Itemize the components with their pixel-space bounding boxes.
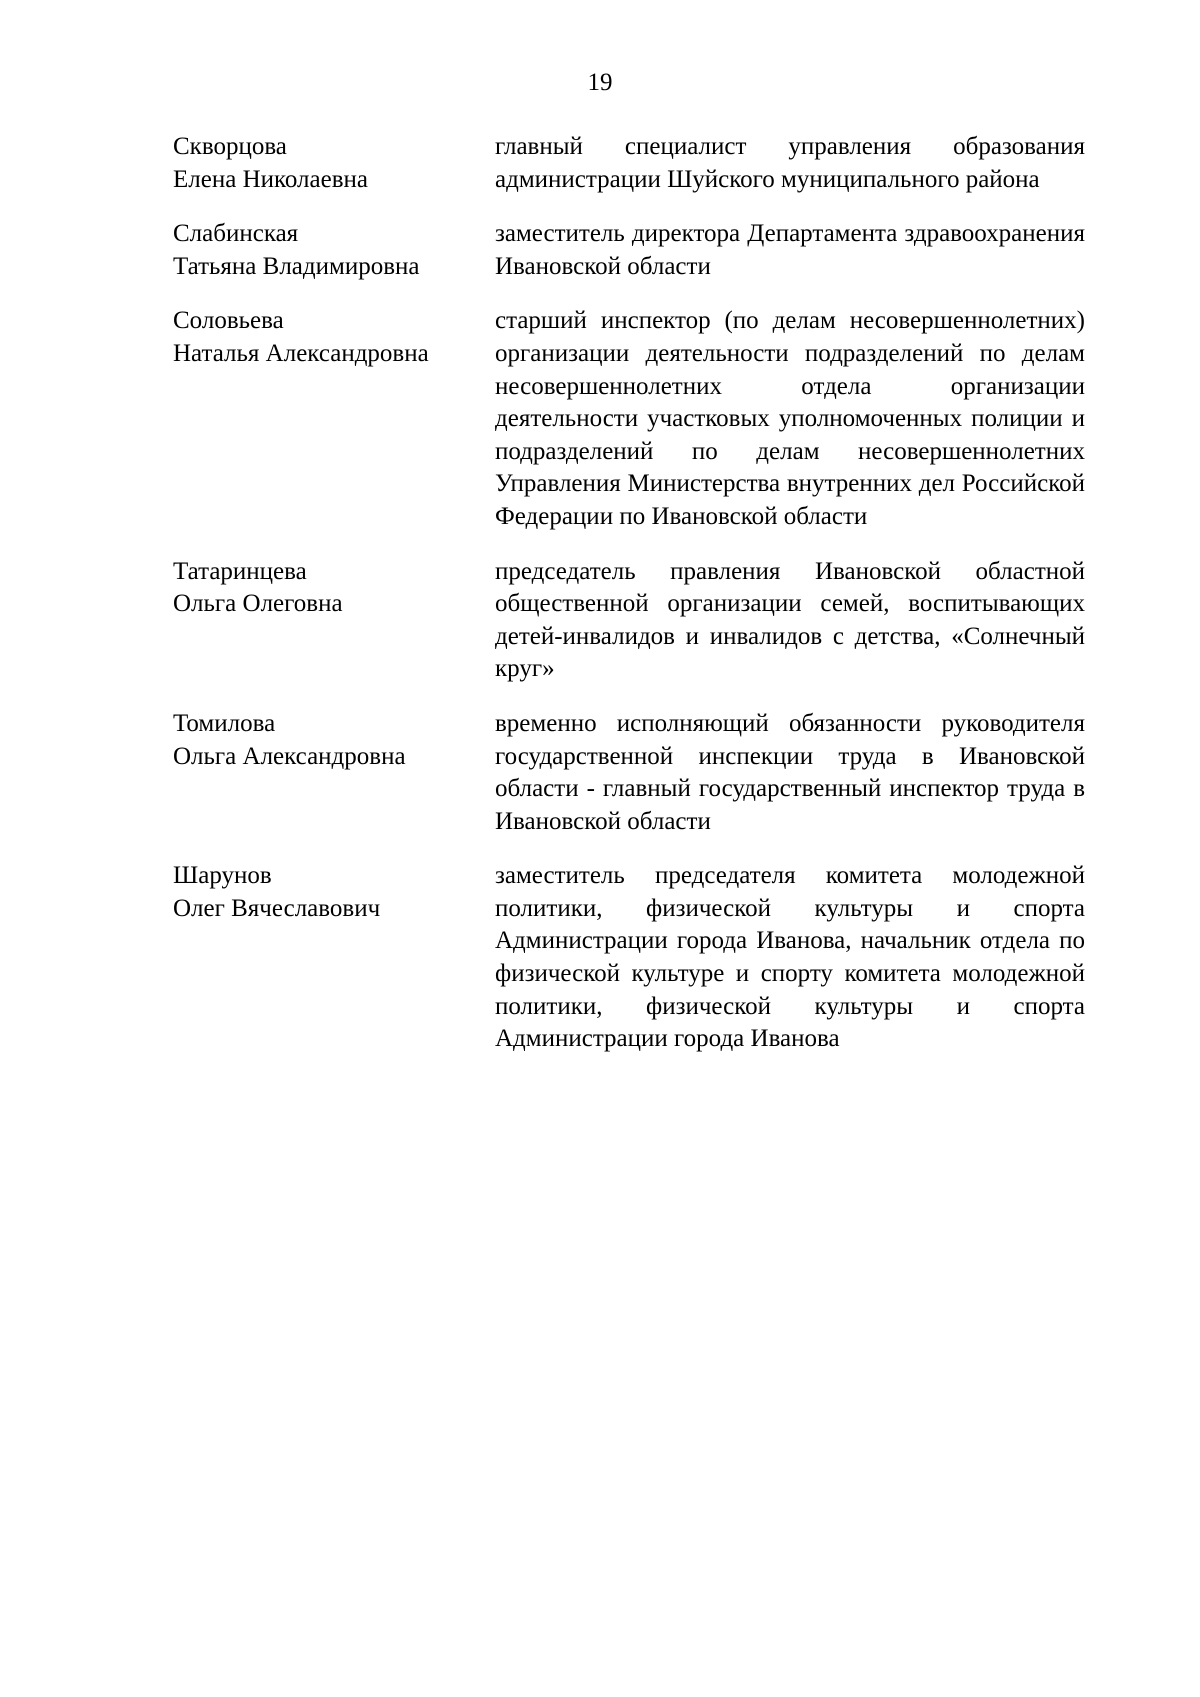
member-surname: Скворцова [173, 133, 287, 160]
member-entry [173, 860, 1085, 1056]
member-entry [173, 218, 1085, 283]
member-position: временно исполняющий обязанности руководителя государственной инспекции труда в Ивановской области - главный государственный инспектор труда в Ивановской области [495, 709, 1085, 835]
member-surname: Татаринцева [173, 557, 307, 585]
member-position: председатель правления Ивановской областной общественной организации семей, воспитывающих детей-инвалидов и инвалидов с детства, «Солнечный круг» [495, 557, 1085, 683]
member-entry [173, 556, 1085, 686]
member-given-names: Ольга Александровна [173, 742, 406, 770]
member-entry [173, 305, 1085, 533]
member-given-names: Ольга Олеговна [173, 590, 343, 618]
member-position: заместитель директора Департамента здравоохранения Ивановской области [495, 220, 1085, 280]
committee-member-list [173, 131, 1085, 1056]
member-name [173, 708, 495, 838]
page-number: 19 [587, 69, 613, 96]
member-position: старший инспектор (по делам несовершеннолетних) организации деятельности подразделений по делам несовершеннолетних отдела организации деятельности участковых уполномоченных полиции и подразделений по делам несовершеннолетних Управления Министерства внутренних дел Российской Федерации по Ивановской области [495, 307, 1085, 530]
member-name [173, 305, 495, 533]
member-entry [173, 131, 1085, 196]
member-given-names: Наталья Александровна [173, 339, 429, 367]
member-name [173, 131, 495, 196]
member-surname: Слабинская [173, 220, 299, 248]
member-position: главный специалист управления образования администрации Шуйского муниципального района [495, 133, 1085, 193]
member-surname: Шарунов [173, 862, 272, 890]
member-given-names: Олег Вячеславович [173, 894, 381, 922]
member-name [173, 218, 495, 283]
member-name [173, 556, 495, 686]
member-surname: Томилова [173, 709, 276, 737]
member-surname: Соловьева [173, 307, 284, 335]
member-name [173, 860, 495, 1056]
member-entry [173, 708, 1085, 838]
member-given-names: Елена Николаевна [173, 165, 368, 193]
member-position: заместитель председателя комитета молодежной политики, физической культуры и спорта Администрации города Иванова, начальник отдела по физической культуре и спорту комитета молодежной политики, физической культуры и спорта Администрации города Иванова [495, 862, 1085, 1053]
member-given-names: Татьяна Владимировна [173, 252, 420, 280]
